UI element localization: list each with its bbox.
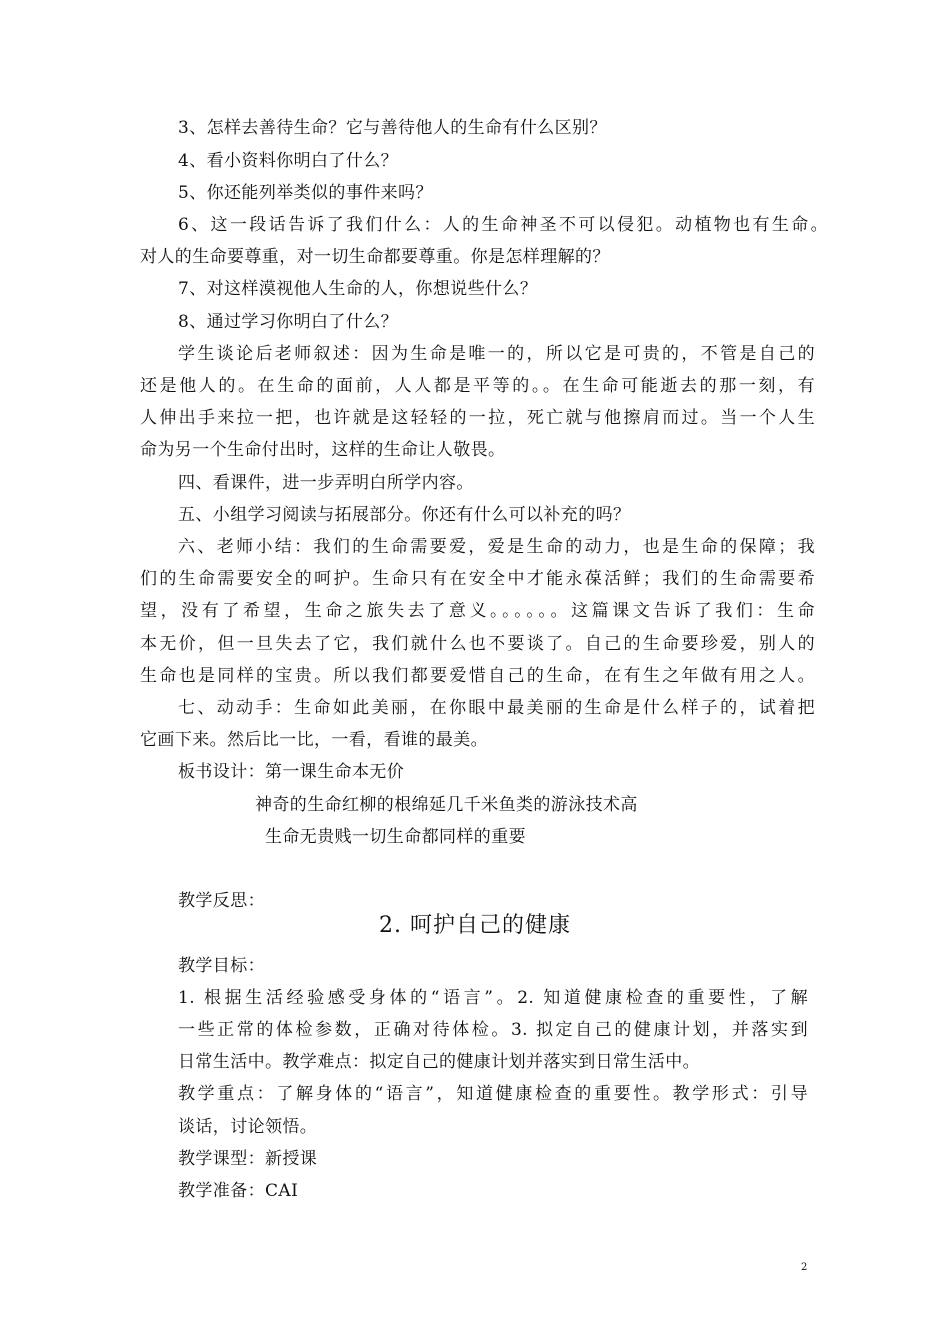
question-7: 7、对这样漠视他人生命的人，你想说些什么？ bbox=[178, 279, 538, 299]
board-design-line-1: 神奇的生命红柳的根绵延几千米鱼类的游泳技术高 bbox=[255, 795, 638, 815]
teaching-goals-line-1: 1. 根据生活经验感受身体的“语言”。2. 知道健康检查的重要性，了解 bbox=[178, 988, 808, 1008]
narration-line-2: 还是他人的。在生命的面前，人人都是平等的。。在生命可能逝去的那一刻，有 bbox=[140, 376, 815, 396]
question-3: 3、怎样去善待生命？它与善待他人的生命有什么区别？ bbox=[178, 118, 607, 138]
question-6-line-1: 6、这一段话告诉了我们什么：人的生命神圣不可以侵犯。动植物也有生命。 bbox=[178, 215, 828, 235]
teaching-preparation: 教学准备：CAI bbox=[178, 1181, 299, 1201]
narration-line-1: 学生谈论后老师叙述：因为生命是唯一的，所以它是可贵的，不管是自己的 bbox=[178, 344, 815, 364]
teaching-goals-line-3: 日常生活中。教学难点：拟定自己的健康计划并落实到日常生活中。 bbox=[178, 1052, 700, 1072]
step-7-line-1: 七、动动手：生命如此美丽，在你眼中最美丽的生命是什么样子的，试着把 bbox=[178, 698, 815, 718]
lesson-type: 教学课型：新授课 bbox=[178, 1149, 318, 1169]
board-design-line-2: 生命无贵贱一切生命都同样的重要 bbox=[265, 827, 526, 847]
board-design-heading: 板书设计：第一课生命本无价 bbox=[178, 762, 405, 782]
question-4: 4、看小资料你明白了什么？ bbox=[178, 151, 399, 171]
step-6-line-1: 六、老师小结：我们的生命需要爱，爱是生命的动力，也是生命的保障；我 bbox=[178, 537, 815, 557]
teaching-focus-line-2: 谈话，讨论领悟。 bbox=[178, 1117, 318, 1137]
step-7-line-2: 它画下来。然后比一比，一看，看谁的最美。 bbox=[140, 730, 488, 750]
teaching-goals-label: 教学目标： bbox=[178, 956, 265, 976]
teaching-focus-line-1: 教学重点：了解身体的“语言”，知道健康检查的重要性。教学形式：引导 bbox=[178, 1084, 808, 1104]
question-6-line-2: 对人的生命要尊重，对一切生命都要尊重。你是怎样理解的？ bbox=[140, 247, 610, 267]
narration-line-4: 命为另一个生命付出时，这样的生命让人敬畏。 bbox=[140, 440, 506, 460]
step-6-line-5: 生命也是同样的宝贵。所以我们都要爱惜自己的生命，在有生之年做有用之人。 bbox=[140, 666, 815, 686]
question-5: 5、你还能列举类似的事件来吗？ bbox=[178, 183, 433, 203]
step-5: 五、小组学习阅读与拓展部分。你还有什么可以补充的吗？ bbox=[178, 505, 631, 525]
teaching-reflection-label: 教学反思： bbox=[178, 891, 265, 911]
lesson-2-title: 2. 呵护自己的健康 bbox=[379, 913, 571, 938]
page-number: 2 bbox=[801, 1262, 808, 1273]
narration-line-3: 人伸出手来拉一把，也许就是这轻轻的一拉，死亡就与他擦肩而过。当一个人生 bbox=[140, 408, 815, 428]
step-4: 四、看课件，进一步弄明白所学内容。 bbox=[178, 473, 474, 493]
step-6-line-3: 望，没有了希望，生命之旅失去了意义。。。。。。这篇课文告诉了我们：生命 bbox=[140, 601, 815, 621]
question-8: 8、通过学习你明白了什么？ bbox=[178, 312, 399, 332]
step-6-line-2: 们的生命需要安全的呵护。生命只有在安全中才能永葆活鲜；我们的生命需要希 bbox=[140, 569, 815, 589]
step-6-line-4: 本无价，但一旦失去了它，我们就什么也不要谈了。自己的生命要珍爱，别人的 bbox=[140, 634, 815, 654]
teaching-goals-line-2: 一些正常的体检参数，正确对待体检。3. 拟定自己的健康计划，并落实到 bbox=[178, 1020, 808, 1040]
